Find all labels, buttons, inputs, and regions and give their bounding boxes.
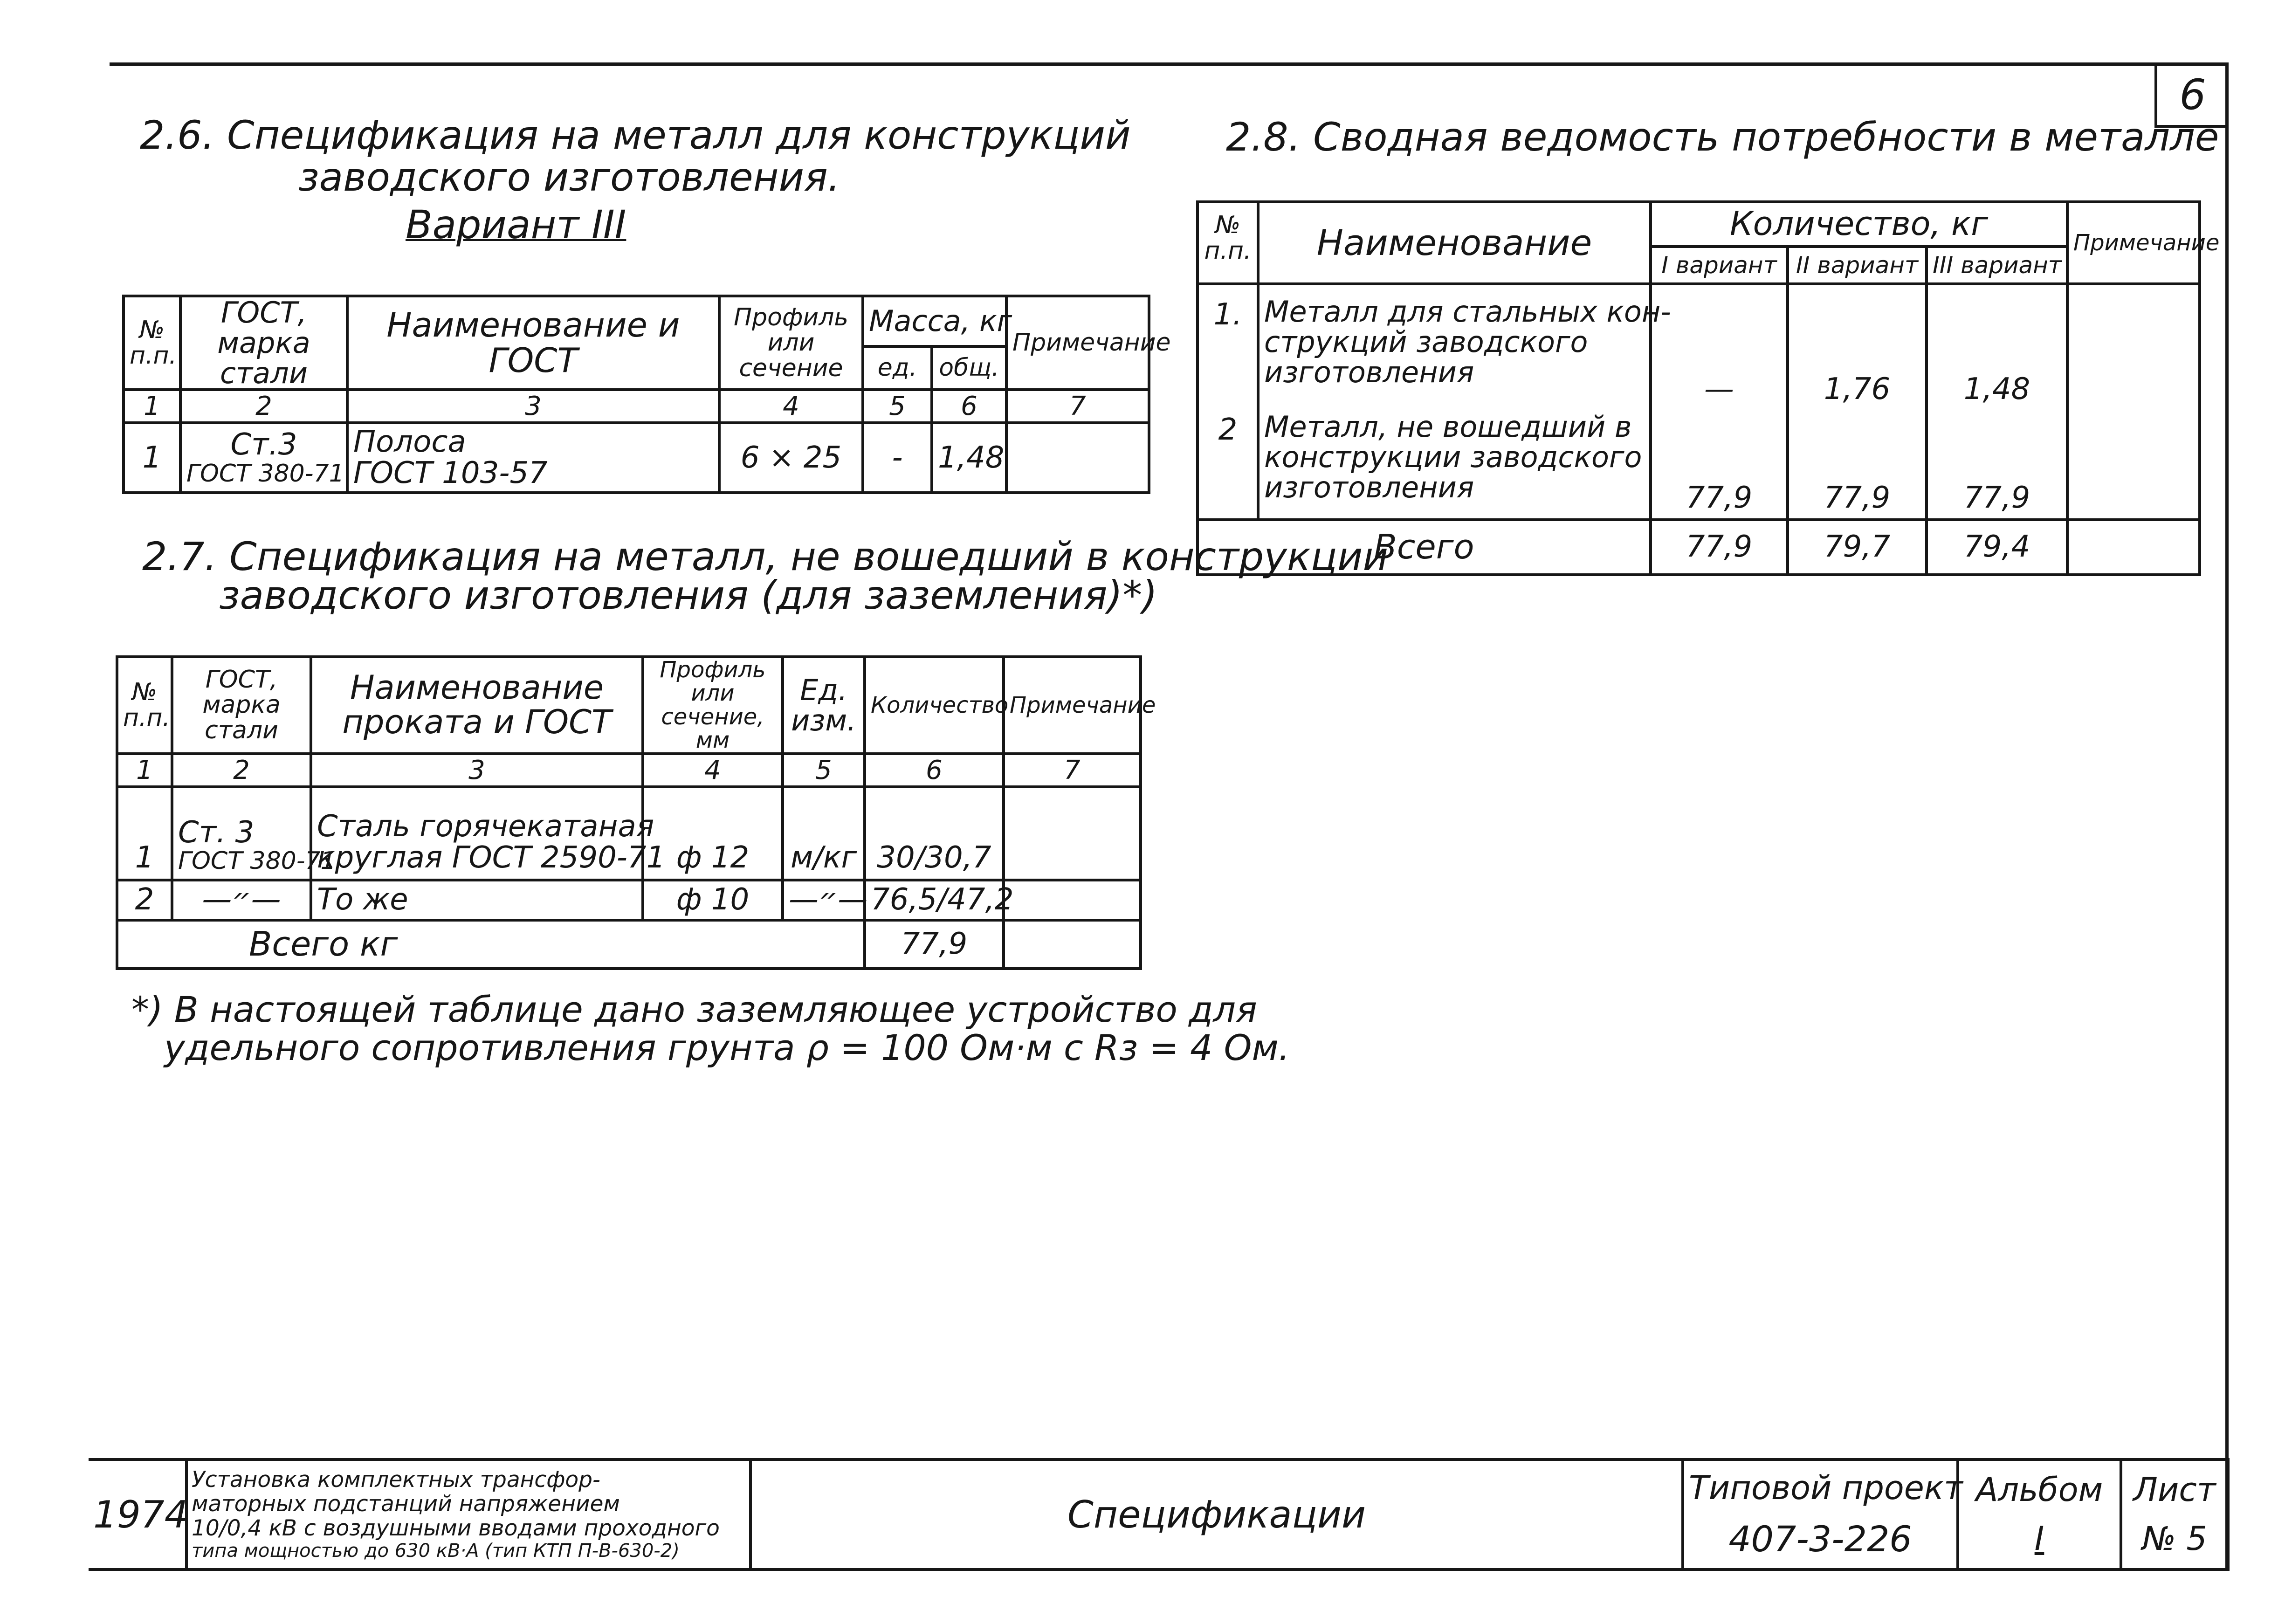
row-num: 1 — [124, 423, 180, 493]
row-mass-unit: - — [863, 423, 932, 493]
row-name-line3: изготовления — [1264, 470, 1474, 505]
col-name-header: Наименование — [1258, 202, 1651, 284]
sheet-number: 6 — [2179, 70, 2206, 119]
col-variant3-header: III вариант — [1927, 247, 2067, 284]
total-note — [2067, 520, 2200, 575]
row-gost-standard: ГОСТ 380-71 — [186, 459, 344, 488]
row-name — [347, 423, 719, 493]
row-num: 2 — [1198, 410, 1258, 520]
row-unit: м/кг — [783, 787, 865, 880]
section-27-title-line2: заводского изготовления (для заземления)*) — [219, 572, 1157, 618]
row-variant3: 1,48 — [1927, 284, 2067, 410]
row-variant2: 1,76 — [1788, 284, 1927, 410]
section-27-title-line1: 2.7. Спецификация на металл, не вошедший в конструкции — [142, 534, 1389, 579]
col-num-header: № п.п. — [117, 657, 172, 754]
col-number: 3 — [347, 390, 719, 423]
row-gost-grade: Ст. 3 — [178, 815, 255, 850]
col-note-header: Примечание — [1006, 296, 1149, 390]
row-qty: 76,5/47,2 — [865, 880, 1004, 920]
row-name-line3: изготовления — [1264, 355, 1474, 390]
row-variant3: 77,9 — [1927, 410, 2067, 520]
description-line4: типа мощностью до 630 кВ·А (тип КТП П-В-630-2) — [192, 1540, 680, 1562]
col-profile-header: Профиль или сечение, мм — [643, 657, 783, 754]
row-note — [1006, 423, 1149, 493]
col-number: 6 — [932, 390, 1006, 423]
row-note — [2067, 410, 2200, 520]
row-name-line1: Сталь горячекатаная — [317, 809, 654, 844]
col-number: 1 — [117, 754, 172, 787]
album-label: Альбом — [1975, 1471, 2103, 1509]
section-28-title: 2.8. Сводная ведомость потребности в металле — [1226, 114, 2219, 160]
row-variant1: 77,9 — [1651, 410, 1788, 520]
footnote-line2: удельного сопротивления грунта ρ = 100 Ом·м с Rз = 4 Ом. — [164, 1027, 1290, 1068]
title-block-sheet — [2121, 1459, 2228, 1569]
col-profile-header: Профиль или сечение — [719, 296, 863, 390]
total-label: Всего — [1198, 520, 1651, 575]
description-line1: Установка комплектных трансфор- — [192, 1467, 600, 1493]
section-26-title-line1: 2.6. Спецификация на металл для конструкций — [140, 112, 1131, 158]
row-gost-grade: Ст.3 — [230, 427, 297, 462]
title-block — [89, 1458, 2230, 1571]
table-row — [117, 787, 1141, 880]
row-name — [1258, 410, 1651, 520]
right-border-line — [2225, 62, 2229, 1571]
col-note-header: Примечание — [2067, 202, 2200, 284]
col-qty-header: Количество, кг — [1651, 202, 2067, 247]
col-mass-header: Масса, кг — [863, 296, 1006, 346]
album-value: I — [2034, 1520, 2044, 1558]
title-block-doc-title: Спецификации — [750, 1459, 1683, 1569]
title-block-description — [186, 1459, 750, 1569]
row-name-line2: круглая ГОСТ 2590-71 — [317, 840, 666, 875]
col-num-header: № п.п. — [1198, 202, 1258, 284]
top-border-line — [110, 62, 2228, 66]
row-profile: ф 10 — [643, 880, 783, 920]
row-name-line1: Полоса — [353, 425, 466, 460]
row-name-line1: Металл, не вошедший в — [1264, 410, 1632, 444]
col-name-header: Наименование проката и ГОСТ — [311, 657, 643, 754]
col-qty-header: Количество — [865, 657, 1004, 754]
total-value: 77,9 — [865, 920, 1004, 969]
title-block-year: 1974 — [89, 1459, 186, 1569]
row-name-line2: конструкции заводского — [1264, 440, 1642, 475]
col-mass-total-header: общ. — [932, 346, 1006, 390]
row-profile: ф 12 — [643, 787, 783, 880]
table-row — [1198, 284, 2200, 410]
col-number: 5 — [783, 754, 865, 787]
sheet-value: № 5 — [2142, 1520, 2207, 1558]
col-variant1-header: I вариант — [1651, 247, 1788, 284]
row-name-line1: Металл для стальных кон- — [1264, 295, 1671, 329]
total-label: Всего кг — [117, 920, 865, 969]
row-name-line2: ГОСТ 103-57 — [353, 456, 548, 491]
description-line3: 10/0,4 кВ с воздушными вводами проходного — [192, 1515, 720, 1541]
description-line2: маторных подстанций напряжением — [192, 1491, 620, 1517]
table-total-row — [1198, 520, 2200, 575]
total-variant3: 79,4 — [1927, 520, 2067, 575]
col-gost-header: ГОСТ, марка стали — [180, 296, 347, 390]
table-row — [124, 423, 1149, 493]
project-number: 407-3-226 — [1728, 1518, 1912, 1560]
col-number: 4 — [719, 390, 863, 423]
col-number: 3 — [311, 754, 643, 787]
col-number: 1 — [124, 390, 180, 423]
col-number: 4 — [643, 754, 783, 787]
sheet-label: Лист — [2133, 1471, 2216, 1509]
row-note — [2067, 284, 2200, 410]
col-variant2-header: II вариант — [1788, 247, 1927, 284]
col-number: 7 — [1006, 390, 1149, 423]
total-variant1: 77,9 — [1651, 520, 1788, 575]
title-block-album — [1958, 1459, 2121, 1569]
row-variant1: — — [1651, 284, 1788, 410]
section-26-title-line2: заводского изготовления. — [298, 154, 840, 200]
row-profile: 6 × 25 — [719, 423, 863, 493]
row-gost-standard: ГОСТ 380-71 — [178, 846, 336, 875]
col-number: 2 — [172, 754, 311, 787]
row-gost — [180, 423, 347, 493]
row-name: То же — [311, 880, 643, 920]
title-block-project — [1683, 1459, 1963, 1569]
total-variant2: 79,7 — [1788, 520, 1927, 575]
col-number: 2 — [180, 390, 347, 423]
section-26-subtitle: Вариант III — [406, 202, 626, 248]
row-gost: —״— — [172, 880, 311, 920]
row-num: 2 — [117, 880, 172, 920]
col-name-header: Наименование и ГОСТ — [347, 296, 719, 390]
row-qty: 30/30,7 — [865, 787, 1004, 880]
col-number: 6 — [865, 754, 1004, 787]
project-label: Типовой проект — [1689, 1468, 1963, 1507]
col-mass-unit-header: ед. — [863, 346, 932, 390]
col-unit-header: Ед. изм. — [783, 657, 865, 754]
col-number: 7 — [1004, 754, 1141, 787]
col-number: 5 — [863, 390, 932, 423]
row-mass-total: 1,48 — [932, 423, 1006, 493]
row-unit: —״— — [783, 880, 865, 920]
table-26 — [122, 295, 1171, 494]
row-name-line2: струкций заводского — [1264, 325, 1588, 359]
table-row — [1198, 410, 2200, 520]
row-variant2: 77,9 — [1788, 410, 1927, 520]
col-gost-header: ГОСТ, марка стали — [172, 657, 311, 754]
row-name — [1258, 284, 1671, 410]
row-note — [1004, 880, 1141, 920]
table-total-row — [117, 920, 1141, 969]
row-note — [1004, 787, 1141, 880]
row-gost — [172, 787, 336, 880]
row-num: 1. — [1198, 284, 1258, 410]
col-num-header: № п.п. — [124, 296, 180, 390]
total-note — [1004, 920, 1141, 969]
col-note-header: Примечание — [1004, 657, 1141, 754]
row-name — [311, 787, 666, 880]
footnote-line1: *) В настоящей таблице дано заземляющее устройство для — [131, 989, 1257, 1030]
table-28 — [1196, 200, 2220, 576]
table-27 — [116, 655, 1156, 970]
row-num: 1 — [117, 787, 172, 880]
table-row — [117, 880, 1141, 920]
